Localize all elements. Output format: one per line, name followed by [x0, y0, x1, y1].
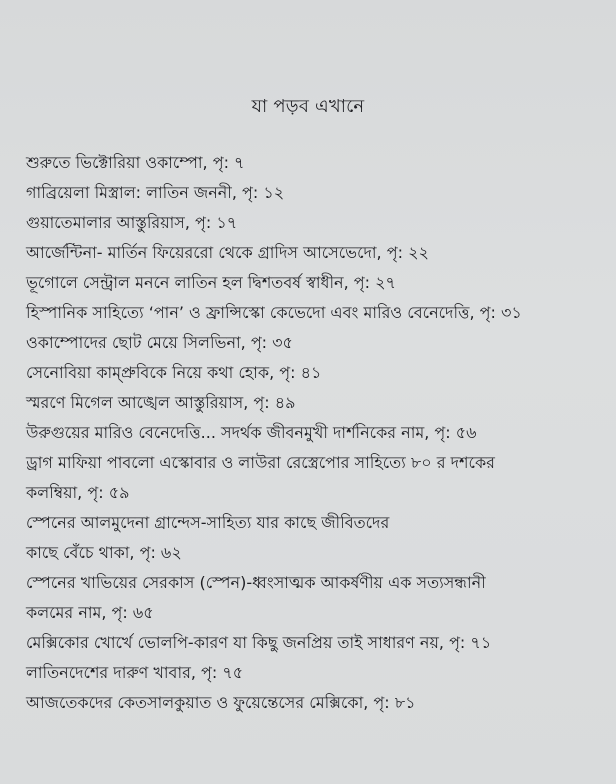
- toc-entry-line: গুয়াতেমালার আস্তুরিয়াস, পৃ: ১৭: [26, 213, 238, 232]
- toc-entry-line: স্পেনের আলমুদেনা গ্রান্দেস-সাহিত্য যার কাছে জীবিতদের: [26, 513, 390, 532]
- toc-entry: [26, 418, 606, 448]
- toc-entry-line: হিস্পানিক সাহিত্যে ‘পান’ ও ফ্রান্সিস্কো কেভেদো এবং মারিও বেনেদেত্তি, পৃ: ৩১: [26, 303, 522, 322]
- toc-entry: [26, 238, 606, 268]
- toc-entry-line: আর্জেন্টিনা- মার্তিন ফিয়েররো থেকে গ্রাদিস আসেভেদো, পৃ: ২২: [26, 243, 429, 262]
- toc-entry-line: শুরুতে ভিক্টোরিয়া ওকাম্পো, পৃ: ৭: [26, 153, 245, 172]
- toc-entry: [26, 178, 606, 208]
- toc-entry: [26, 658, 606, 688]
- toc-entry-line: কলম্বিয়া, পৃ: ৫৯: [26, 483, 130, 502]
- toc-entry: [26, 268, 606, 298]
- toc-entry-line: আজতেকদের কেতসালকুয়াত ও ফুয়েন্তেসের মেক্সিকো, পৃ: ৮১: [26, 693, 416, 712]
- toc-entry: [26, 448, 606, 508]
- table-of-contents: [26, 148, 606, 718]
- toc-entry-line: ওকাম্পোদের ছোট মেয়ে সিলভিনা, পৃ: ৩৫: [26, 333, 293, 352]
- toc-entry-line: গাব্রিয়েলা মিস্ত্রাল: লাতিন জননী, পৃ: ১২: [26, 183, 285, 202]
- toc-entry-line: মেক্সিকোর খোর্খে ভোলপি-কারণ যা কিছু জনপ্রিয় তাই সাধারণ নয়, পৃ: ৭১: [26, 633, 492, 652]
- toc-entry-line: কলমের নাম, পৃ: ৬৫: [26, 603, 154, 622]
- toc-entry: [26, 688, 606, 718]
- toc-entry-line: ড্রাগ মাফিয়া পাবলো এস্কোবার ও লাউরা রেস্ত্রেপোর সাহিত্যে ৮০ র দশকের: [26, 453, 495, 472]
- toc-entry: [26, 508, 606, 568]
- toc-entry: [26, 328, 606, 358]
- toc-entry: [26, 568, 606, 628]
- toc-entry: [26, 208, 606, 238]
- toc-entry-line: সেনোবিয়া কাম্প্রুবিকে নিয়ে কথা হোক, পৃ: ৪১: [26, 363, 322, 382]
- toc-entry: [26, 298, 606, 328]
- toc-entry-line: স্মরণে মিগেল আঙ্খেল আস্তুরিয়াস, পৃ: ৪৯: [26, 393, 296, 412]
- toc-entry: [26, 148, 606, 178]
- toc-entry: [26, 358, 606, 388]
- toc-entry: [26, 628, 606, 658]
- toc-entry-line: উরুগুয়ের মারিও বেনেদেত্তি... সদর্থক জীবনমুখী দার্শনিকের নাম, পৃ: ৫৬: [26, 423, 477, 442]
- toc-entry-line: লাতিনদেশের দারুণ খাবার, পৃ: ৭৫: [26, 663, 244, 682]
- toc-entry-line: ভূগোলে সেন্ট্রাল মননে লাতিন হল দ্বিশতবর্ষ স্বাধীন, পৃ: ২৭: [26, 273, 396, 292]
- page-title: যা পড়ব এখানে: [251, 96, 365, 117]
- toc-entry-line: স্পেনের খাভিয়ের সেরকাস (স্পেন)-ধ্বংসাত্মক আকর্ষণীয় এক সত্যসন্ধানী: [26, 573, 486, 592]
- toc-entry: [26, 388, 606, 418]
- toc-entry-line: কাছে বেঁচে থাকা, পৃ: ৬২: [26, 543, 182, 562]
